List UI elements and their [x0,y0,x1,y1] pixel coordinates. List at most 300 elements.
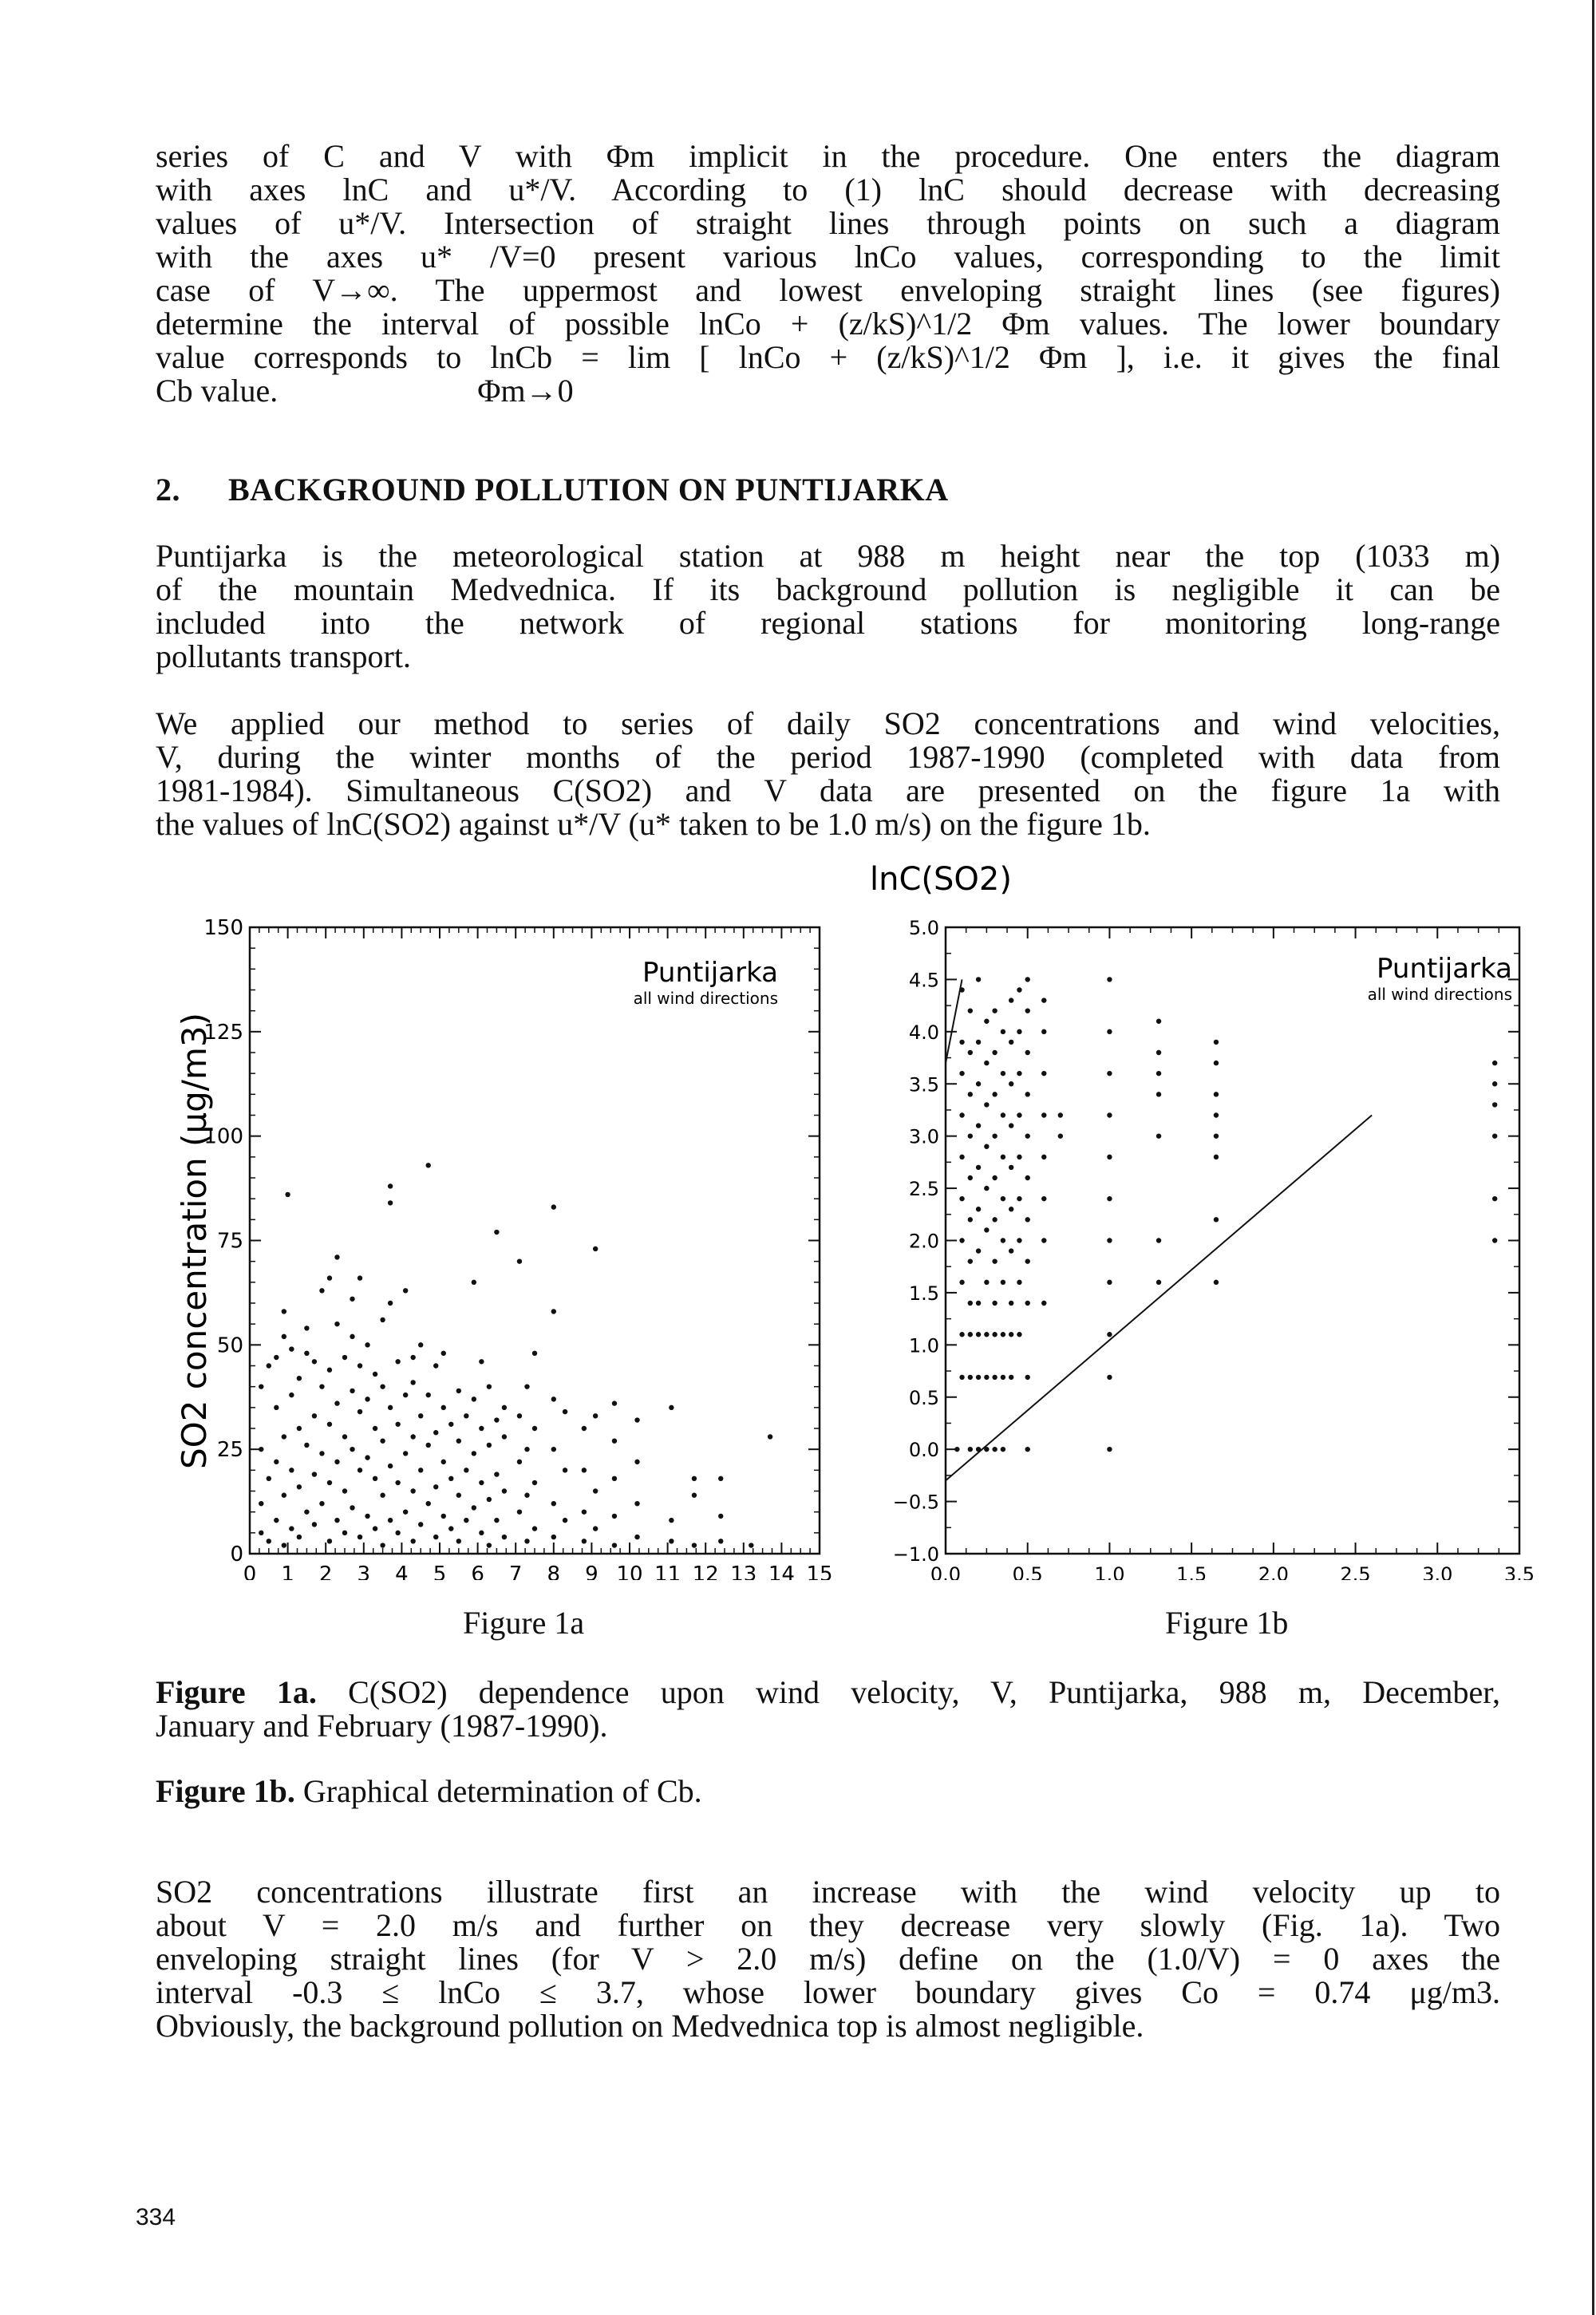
fig1a-data-point [395,1531,400,1535]
fig1a-data-point [373,1426,377,1431]
fig1a-data-point [524,1384,529,1389]
page-number: 334 [136,2204,176,2230]
fig1a-data-point [479,1359,484,1364]
fig1a-data-point [259,1447,263,1452]
text-line: 1981-1984). Simultaneous C(SO2) and V data are presented on the figure 1a with [156,772,1500,808]
fig1b-data-point [1156,1238,1161,1242]
fig1a-data-point [365,1397,369,1401]
fig1a-data-point [433,1535,438,1539]
fig1b-data-point [1107,1238,1112,1242]
fig1b-data-point [959,1280,964,1285]
fig1a-data-point [388,1518,393,1523]
fig1a-data-point [441,1460,446,1464]
fig1a-data-point [282,1309,286,1314]
fig1a-data-point [274,1405,279,1410]
fig1a-data-point [289,1346,294,1351]
station-paragraph [156,539,1500,674]
fig1a-data-point [403,1451,408,1456]
fig1a-data-point [282,1543,286,1547]
fig1a-data-point [456,1493,461,1498]
fig1a-data-point [749,1543,753,1547]
text-line: values of u*/V. Intersection of straight lines through points on such a diagram [156,205,1500,241]
fig1b-data-point [1492,1081,1497,1086]
fig1b-data-point [959,1332,964,1337]
fig1a-data-point [718,1539,723,1543]
fig1b-xtick-label: 0.0 [930,1563,962,1580]
fig1b-data-point [984,1447,989,1452]
fig1b-data-point [1214,1061,1219,1065]
fig1b-data-point [1492,1238,1497,1242]
fig1b-data-point [954,1447,959,1452]
fig1a-data-point [312,1359,317,1364]
fig1b-data-point [1017,1238,1021,1242]
fig1b-ytick-label: 3.5 [908,1073,939,1096]
fig1b-data-point [1017,987,1021,992]
fig1b-ytick-label: −1.0 [892,1543,939,1566]
section-title: BACKGROUND POLLUTION ON PUNTIJARKA [228,472,949,508]
fig1b-xtick-label: 1.0 [1094,1563,1125,1580]
fig1a-data-point [312,1413,317,1418]
fig1b-data-point [1009,998,1013,1002]
fig1a-data-point [582,1468,587,1472]
fig1a-ylabel: SO2 concentration (μg/m3) [175,1013,214,1469]
figure-1a-caption [156,1676,1500,1743]
fig1b-ytick-label: 4.0 [908,1021,939,1044]
fig1b-data-point [968,1092,973,1096]
caption-1a-text-2: January and February (1987-1990). [156,1708,608,1744]
fig1a-data-point [388,1301,393,1306]
fig1b-ytick-label: 4.5 [908,969,939,992]
text-line: Obviously, the background pollution on Medvednica top is almost negligible. [156,2008,1144,2044]
fig1b-ytick-label: 2.5 [908,1178,939,1201]
fig1b-xtick-label: 3.0 [1422,1563,1453,1580]
figure-1b-label: Figure 1b [1165,1605,1289,1641]
fig1b-data-point [1017,1155,1021,1159]
fig1b-data-point [959,1375,964,1380]
fig1a-data-point [426,1501,431,1506]
fig1a-data-point [395,1359,400,1364]
fig1a-xtick-label: 13 [730,1562,757,1580]
figure-1a-chart [175,916,833,1580]
fig1a-ytick-label: 125 [203,1020,243,1045]
fig1a-data-point [551,1397,556,1401]
fig1b-xtick-label: 2.0 [1258,1563,1289,1580]
fig1b-data-point [1001,1112,1005,1117]
fig1a-data-point [289,1393,294,1397]
fig1a-data-point [479,1480,484,1485]
section-heading [156,471,949,508]
text-line: determine the interval of possible lnCo + (z/kS)^1/2 Φm values. The lower boundary [156,306,1500,342]
fig1a-data-point [494,1417,499,1422]
fig1b-data-point [1156,1133,1161,1138]
fig1b-data-point [984,1186,989,1191]
fig1a-xtick-label: 14 [768,1562,795,1580]
fig1a-data-point [479,1531,484,1535]
fig1a-data-point [582,1539,587,1543]
text-line: pollutants transport. [156,638,411,674]
fig1a-data-point [342,1355,347,1360]
fig1b-ytick-label: 5.0 [908,917,939,939]
fig1a-data-point [502,1405,507,1410]
fig1b-data-point [984,1019,989,1024]
fig1a-data-point [456,1439,461,1444]
fig1a-data-point [634,1535,639,1539]
fig1a-data-point [448,1422,453,1427]
fig1a-data-point [593,1413,598,1418]
fig1a-data-point [342,1434,347,1439]
fig1a-data-point [612,1476,617,1481]
fig1a-data-point [441,1514,446,1519]
fig1b-data-point [992,1008,997,1013]
fig1b-data-point [1009,1081,1013,1086]
fig1a-data-point [669,1405,674,1410]
fig1a-data-point [267,1363,271,1368]
fig1b-data-point [1041,1112,1046,1117]
fig1b-data-point [1156,1019,1161,1024]
fig1a-data-point [494,1472,499,1476]
figure-1a-label: Figure 1a [463,1605,585,1641]
fig1a-data-point [418,1342,423,1347]
fig1a-data-point [342,1531,347,1535]
fig1a-data-point [426,1163,431,1167]
fig1b-data-point [1214,1092,1219,1096]
fig1a-data-point [388,1200,393,1205]
fig1b-data-point [992,1092,997,1096]
fig1b-data-point [968,1447,973,1452]
fig1a-xtick-label: 4 [395,1562,409,1580]
fig1a-data-point [410,1380,415,1385]
fig1b-data-point [1107,1280,1112,1285]
fig1a-data-point [532,1480,537,1485]
section-number: 2. [156,472,180,508]
fig1b-data-point [992,1050,997,1055]
fig1a-data-point [524,1539,529,1543]
fig1a-data-point [350,1334,354,1339]
text-line: series of C and V with Φm implicit in the procedure. One enters the diagram [156,138,1500,174]
text-line: Cb value. Φm→0 [156,373,574,409]
fig1a-data-point [319,1384,324,1389]
fig1b-data-point [959,987,964,992]
fig1b-data-point [1214,1217,1219,1222]
fig1a-data-point [487,1443,492,1448]
fig1a-data-point [274,1355,279,1360]
fig1a-xtick-label: 5 [433,1562,447,1580]
fig1a-ytick-label: 0 [230,1543,243,1566]
fig1a-ytick-label: 25 [216,1438,243,1463]
fig1a-data-point [563,1409,567,1414]
fig1b-data-point [1017,1071,1021,1076]
fig1a-data-point [380,1384,385,1389]
fig1a-data-point [358,1409,362,1414]
fig1a-data-point [319,1501,324,1506]
fig1b-data-point [992,1301,997,1306]
fig1b-data-point [992,1375,997,1380]
fig1a-data-point [350,1389,354,1393]
fig1a-ytick-label: 75 [216,1229,243,1254]
fig1a-xtick-label: 11 [654,1562,681,1580]
fig1a-data-point [358,1275,362,1280]
fig1a-data-point [524,1447,529,1452]
fig1b-data-point [976,1040,981,1045]
fig1b-ytick-label: 1.5 [908,1282,939,1305]
fig1a-data-point [395,1422,400,1427]
text-line: included into the network of regional stations for monitoring long-range [156,605,1500,641]
fig1a-data-point [373,1372,377,1377]
fig1a-data-point [433,1430,438,1435]
fig1b-data-point [1041,1301,1046,1306]
fig1b-xtick-label: 2.5 [1340,1563,1371,1580]
text-line: value corresponds to lnCb = lim [ lnCo + (z/kS)^1/2 Φm ], i.e. it gives the final [156,339,1500,375]
fig1a-station: Puntijarka [642,957,778,989]
fig1b-data-point [959,1155,964,1159]
fig1a-data-point [441,1351,446,1356]
fig1a-data-point [297,1426,302,1431]
fig1b-ytick-label: −0.5 [892,1491,939,1514]
fig1a-data-point [593,1526,598,1531]
fig1a-data-point [456,1389,461,1393]
fig1a-data-point [380,1543,385,1547]
caption-1a-label: Figure 1a. [156,1674,317,1710]
fig1a-data-point [563,1518,567,1523]
fig1a-ytick-label: 50 [216,1333,243,1358]
fig1a-data-point [410,1434,415,1439]
fig1a-data-point [403,1509,408,1514]
fig1b-data-point [959,1196,964,1201]
fig1a-data-point [612,1543,617,1547]
fig1b-data-point [1156,1280,1161,1285]
fig1b-data-point [1025,1175,1030,1180]
fig1b-data-point [992,1258,997,1263]
fig1b-data-point [1001,1029,1005,1034]
fig1a-data-point [448,1526,453,1531]
fig1a-data-point [593,1488,598,1493]
fig1a-data-point [487,1543,492,1547]
fig1a-data-point [327,1539,332,1543]
fig1b-data-point [1107,977,1112,982]
fig1b-data-point [1025,1050,1030,1055]
fig1a-data-point [426,1443,431,1448]
fig1a-data-point [297,1484,302,1489]
fig1a-data-point [718,1514,723,1519]
fig1b-data-point [1492,1102,1497,1107]
fig1a-data-point [388,1405,393,1410]
fig1a-xtick-label: 1 [281,1562,294,1580]
fig1b-ytick-label: 2.0 [908,1230,939,1253]
method-paragraph [156,707,1500,841]
fig1b-data-point [976,1165,981,1170]
text-line: case of V→∞. The uppermost and lowest enveloping straight lines (see figures) [156,272,1500,308]
fig1a-data-point [551,1204,556,1209]
fig1a-data-point [768,1434,772,1439]
fig1b-data-point [976,1123,981,1128]
fig1a-data-point [582,1509,587,1514]
fig1b-xtick-label: 1.5 [1176,1563,1207,1580]
fig1a-data-point [358,1468,362,1472]
fig1a-data-point [365,1514,369,1519]
fig1b-xtick-label: 0.5 [1012,1563,1043,1580]
fig1a-data-point [464,1468,468,1472]
fig1a-data-point [612,1514,617,1519]
fig1b-data-point [1025,1008,1030,1013]
fig1b-ytick-label: 0.5 [908,1386,939,1409]
fig1a-data-point [563,1468,567,1472]
fig1b-data-point [968,1301,973,1306]
fig1b-data-point [1214,1040,1219,1045]
fig1a-data-point [502,1488,507,1493]
fig1a-data-point [464,1413,468,1418]
fig1a-xtick-label: 3 [357,1562,371,1580]
caption-1b-text: Graphical determination of Cb. [294,1773,702,1809]
fig1a-data-point [267,1539,271,1543]
fig1b-data-point [1025,1092,1030,1096]
fig1b-data-point [959,1071,964,1076]
fig1b-data-point [1009,1375,1013,1380]
fig1a-data-point [551,1309,556,1314]
fig1b-data-point [968,1217,973,1222]
fig1a-data-point [669,1518,674,1523]
fig1b-data-point [992,1175,997,1180]
fig1b-data-point [1017,1029,1021,1034]
fig1b-data-point [1001,1332,1005,1337]
fig1a-data-point [418,1468,423,1472]
text-line: V, during the winter months of the period 1987-1990 (completed with data from [156,739,1500,775]
fig1b-data-point [984,1227,989,1232]
fig1b-data-point [968,1050,973,1055]
fig1a-data-point [612,1400,617,1405]
fig1b-data-point [1156,1050,1161,1055]
fig1b-envelope-line [946,979,962,1063]
fig1a-data-point [524,1493,529,1498]
fig1a-data-point [282,1334,286,1339]
fig1b-data-point [1107,1071,1112,1076]
fig1a-data-point [494,1230,499,1235]
fig1a-data-point [418,1522,423,1527]
fig1b-data-point [1214,1280,1219,1285]
fig1a-data-point [289,1468,294,1472]
fig1b-data-point [976,1375,981,1380]
fig1a-data-point [380,1439,385,1444]
fig1a-data-point [304,1509,309,1514]
fig1b-data-point [1001,1280,1005,1285]
fig1a-data-point [304,1443,309,1448]
fig1a-data-point [441,1405,446,1410]
fig1a-data-point [274,1518,279,1523]
fig1a-data-point [410,1539,415,1543]
fig1a-data-point [634,1417,639,1422]
fig1a-data-point [718,1476,723,1481]
fig1a-data-point [634,1501,639,1506]
fig1a-data-point [551,1447,556,1452]
fig1a-data-point [669,1539,674,1543]
fig1a-data-point [582,1426,587,1431]
fig1a-data-point [551,1501,556,1506]
fig1b-data-point [1001,1196,1005,1201]
fig1a-xtick-label: 10 [616,1562,643,1580]
fig1a-data-point [532,1426,537,1431]
fig1b-data-point [992,1217,997,1222]
fig1b-data-point [1025,1217,1030,1222]
fig1b-data-point [1107,1155,1112,1159]
fig1a-data-point [334,1460,339,1464]
fig1a-data-point [365,1342,369,1347]
fig1a-data-point [282,1493,286,1498]
text-line: SO2 concentrations illustrate first an increase with the wind velocity up to [156,1874,1500,1910]
fig1a-data-point [472,1280,476,1285]
fig1b-ylabel: lnC(SO2) [870,862,1012,898]
fig1a-data-point [388,1464,393,1468]
fig1a-data-point [426,1393,431,1397]
fig1b-data-point [959,1238,964,1242]
fig1b-data-point [1009,1165,1013,1170]
fig1a-data-point [358,1363,362,1368]
fig1b-data-point [1492,1061,1497,1065]
fig1b-data-point [1001,1375,1005,1380]
fig1a-xtick-label: 7 [508,1562,523,1580]
fig1a-data-point [479,1426,484,1431]
fig1a-xtick-label: 6 [471,1562,484,1580]
text-line: Puntijarka is the meteorological station at 988 m height near the top (1033 m) [156,538,1500,574]
fig1a-data-point [502,1535,507,1539]
fig1a-data-point [395,1480,400,1485]
fig1a-data-point [418,1413,423,1418]
figure-1b-chart [870,862,1535,1580]
fig1b-data-point [1156,1092,1161,1096]
text-line: the values of lnC(SO2) against u*/V (u* taken to be 1.0 m/s) on the figure 1b. [156,806,1151,842]
fig1a-data-point [532,1351,537,1356]
fig1a-data-point [634,1460,639,1464]
fig1b-data-point [976,977,981,982]
fig1b-data-point [1009,1248,1013,1253]
fig1b-data-point [1025,1301,1030,1306]
fig1a-xtick-label: 2 [318,1562,333,1580]
fig1a-xtick-label: 9 [585,1562,598,1580]
fig1a-data-point [403,1393,408,1397]
fig1b-data-point [1156,1071,1161,1076]
fig1b-data-point [1107,1029,1112,1034]
fig1b-data-point [1214,1112,1219,1117]
fig1b-data-point [1001,1238,1005,1242]
fig1a-data-point [334,1321,339,1326]
fig1a-xtick-label: 15 [806,1562,833,1580]
fig1a-data-point [297,1376,302,1381]
fig1a-data-point [342,1488,347,1493]
fig1b-data-point [1001,1447,1005,1452]
fig1b-data-point [1058,1133,1063,1138]
fig1b-data-point [984,1102,989,1107]
fig1b-data-point [992,1133,997,1138]
fig1b-station: Puntijarka [1377,953,1512,985]
fig1b-data-point [984,1332,989,1337]
fig1b-data-point [1017,1112,1021,1117]
fig1a-data-point [593,1246,598,1251]
fig1a-data-point [304,1351,309,1356]
fig1b-data-point [976,1081,981,1086]
fig1a-data-point [282,1434,286,1439]
fig1a-data-point [365,1455,369,1460]
fig1a-data-point [259,1531,263,1535]
fig1b-data-point [1107,1196,1112,1201]
fig1a-data-point [410,1355,415,1360]
fig1b-data-point [1025,1375,1030,1380]
fig1b-data-point [1107,1332,1112,1337]
fig1b-plot-frame [946,927,1519,1554]
fig1a-data-point [319,1451,324,1456]
figure-1b-caption [156,1775,1500,1808]
fig1a-data-point [494,1518,499,1523]
fig1a-data-point [285,1192,290,1197]
fig1a-data-point [472,1397,476,1401]
text-line: enveloping straight lines (for V > 2.0 m/s) define on the (1.0/V) = 0 axes the [156,1941,1500,1977]
